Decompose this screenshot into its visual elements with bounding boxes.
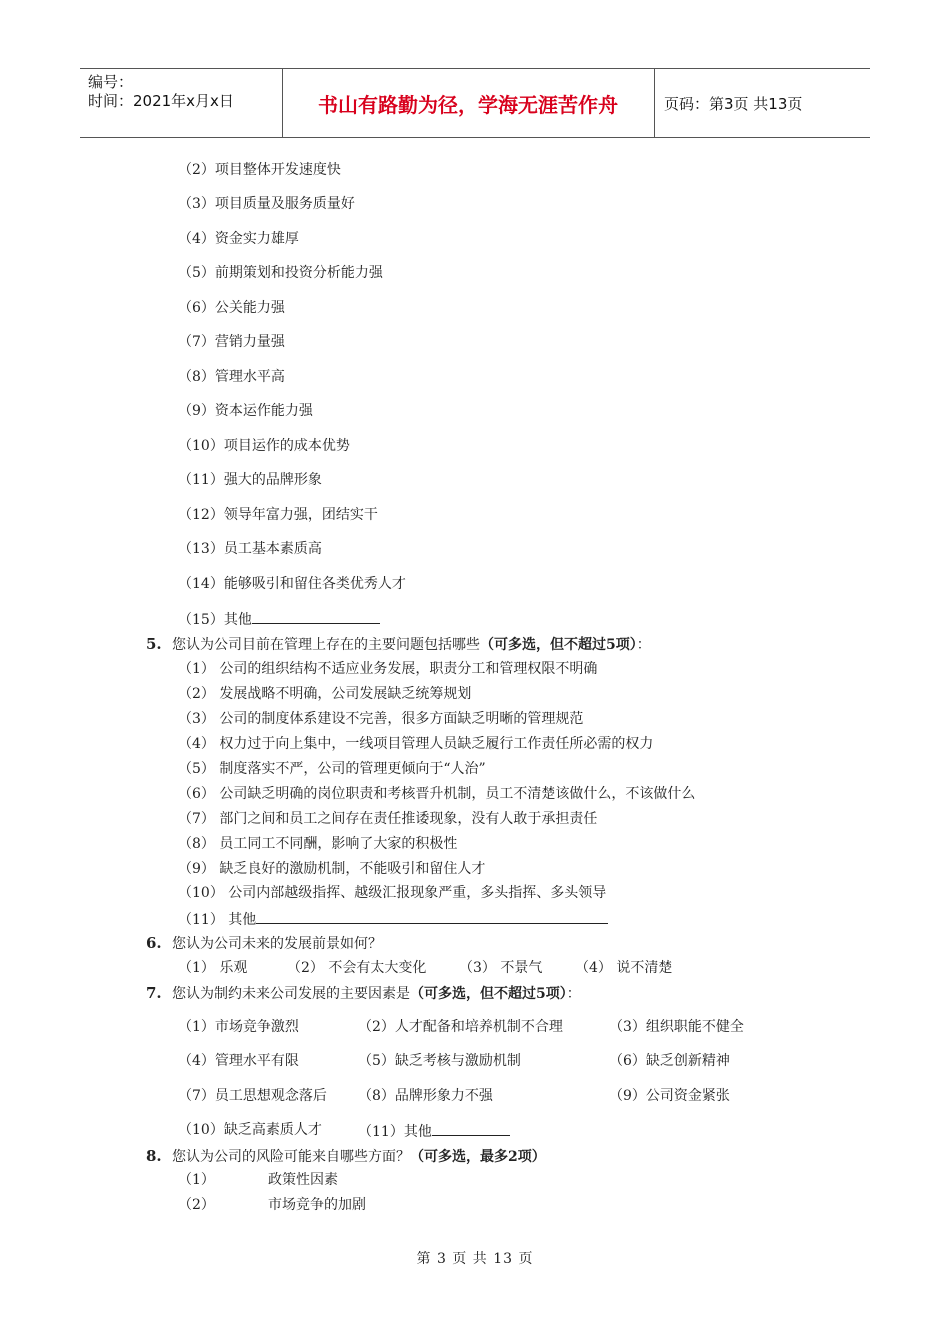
q5-option: （2） 发展战略不明确，公司发展缺乏统筹规划 [178,686,472,702]
question-number: 8. [146,1147,162,1165]
q4-option: （8）管理水平高 [178,369,285,385]
q4-option: （5）前期策划和投资分析能力强 [178,265,383,281]
page-header [80,68,870,138]
q7-option: （3）组织职能不健全 [609,1019,744,1035]
q7-option-other [358,1121,510,1141]
q6-option: （3） 不景气 [459,960,543,976]
q4-option: （3）项目质量及服务质量好 [178,196,355,212]
q5-option: （7） 部门之间和员工之间存在责任推诿现象，没有人敢于承担责任 [178,811,598,827]
q4-option: （13）员工基本素质高 [178,541,322,557]
q7-option: （5）缺乏考核与激励机制 [358,1053,521,1069]
question-text: 您认为公司的风险可能来自哪些方面？ [172,1149,410,1165]
other-blank[interactable] [256,909,608,924]
question-text: 您认为公司未来的发展前景如何？ [172,936,382,952]
q8-option-label: 市场竞争的加剧 [268,1197,366,1213]
q4-option: （2）项目整体开发速度快 [178,162,341,178]
q7-option: （10）缺乏高素质人才 [178,1122,322,1138]
question-8 [146,1147,546,1166]
q8-option-number: （1） [178,1172,215,1188]
q5-option: （10） 公司内部越级指挥、越级汇报现象严重，多头指挥、多头领导 [178,885,607,901]
q7-option: （6）缺乏创新精神 [609,1053,730,1069]
q4-option-other [178,609,380,629]
q6-option: （4） 说不清楚 [575,960,673,976]
header-divider [654,69,655,137]
question-text: 您认为制约未来公司发展的主要因素是 [172,986,410,1002]
header-meta [88,73,234,111]
q6-option: （2） 不会有太大变化 [287,960,427,976]
other-blank[interactable] [432,1121,510,1136]
q8-option-label: 政策性因素 [268,1172,338,1188]
q4-option: （7）营销力量强 [178,334,285,350]
q7-option: （4）管理水平有限 [178,1053,299,1069]
q4-option: （11）强大的品牌形象 [178,472,322,488]
q4-option: （10）项目运作的成本优势 [178,438,350,454]
q4-option: （9）资本运作能力强 [178,403,313,419]
q7-option: （2）人才配备和培养机制不合理 [358,1019,563,1035]
date-label: 时间：2021年x月x日 [88,92,234,110]
q5-option: （9） 缺乏良好的激励机制，不能吸引和留住人才 [178,861,486,877]
question-tail: ： [566,986,581,1002]
q7-option: （9）公司资金紧张 [609,1088,730,1104]
page-footer: 第 3 页 共 13 页 [416,1251,534,1267]
q5-option: （4） 权力过于向上集中，一线项目管理人员缺乏履行工作责任所必需的权力 [178,736,654,752]
q4-option: （12）领导年富力强，团结实干 [178,507,378,523]
question-number: 6. [146,934,162,952]
q7-option: （8）品牌形象力不强 [358,1088,493,1104]
option-label: （15）其他 [178,612,252,628]
question-5 [146,635,651,654]
question-note: （可多选，但不超过5项） [410,986,567,1002]
q7-option: （7）员工思想观念落后 [178,1088,327,1104]
q5-option: （8） 员工同工不同酬，影响了大家的积极性 [178,836,458,852]
q5-option: （5） 制度落实不严，公司的管理更倾向于“人治” [178,761,486,777]
question-6 [146,934,382,953]
q7-option: （1）市场竞争激烈 [178,1019,299,1035]
q5-option: （6） 公司缺乏明确的岗位职责和考核晋升机制，员工不清楚该做什么，不该做什么 [178,786,696,802]
option-label: （11） 其他 [178,912,257,928]
question-tail: ： [636,637,651,653]
number-label: 编号： [88,73,134,91]
question-7 [146,984,581,1003]
question-text: 您认为公司目前在管理上存在的主要问题包括哪些 [172,637,480,653]
header-motto: 书山有路勤为径，学海无涯苦作舟 [318,92,618,117]
q4-option: （14）能够吸引和留住各类优秀人才 [178,576,406,592]
question-number: 5. [146,635,162,653]
q5-option-other [178,909,608,929]
q6-option: （1） 乐观 [178,960,248,976]
q8-option-number: （2） [178,1197,215,1213]
question-note: （可多选，最多2项） [410,1149,546,1165]
q5-option: （3） 公司的制度体系建设不完善，很多方面缺乏明晰的管理规范 [178,711,584,727]
q4-option: （6）公关能力强 [178,300,285,316]
option-label: （11）其他 [358,1124,432,1140]
q4-option: （4）资金实力雄厚 [178,231,299,247]
header-page-label: 页码：第3页 共13页 [664,95,803,113]
q5-option: （1） 公司的组织结构不适应业务发展，职责分工和管理权限不明确 [178,661,598,677]
question-number: 7. [146,984,162,1002]
question-note: （可多选，但不超过5项） [480,637,637,653]
other-blank[interactable] [252,609,380,624]
